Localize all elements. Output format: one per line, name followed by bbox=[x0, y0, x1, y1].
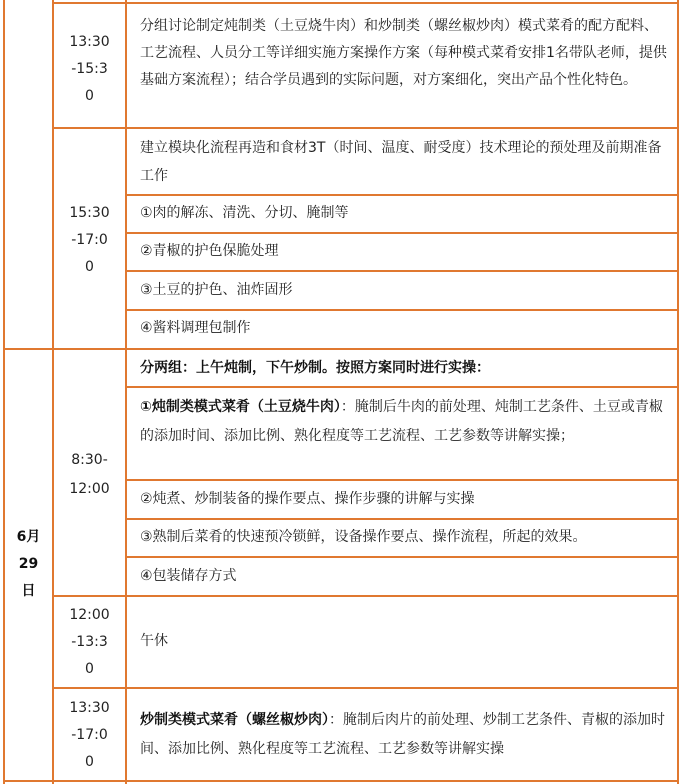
prep-item-1: ①肉的解冻、清洗、分切、腌制等 bbox=[140, 205, 349, 221]
content-cell bbox=[127, 238, 677, 264]
date-month: 6月 bbox=[16, 529, 41, 545]
sub-divider bbox=[125, 556, 679, 558]
lunch-break: 午休 bbox=[140, 633, 168, 649]
content-cell bbox=[127, 628, 677, 654]
stew-detail: ：腌制后牛肉的前处理、炖制工艺条件、土豆或青椒的添加时间、添加比例、熟化程度等工艺流程、工艺参数等讲解实操； bbox=[140, 399, 663, 444]
date-day: 29 bbox=[18, 556, 39, 572]
plan-text: 分组讨论制定炖制类（土豆烧牛肉）和炒制类（螺丝椒炒肉）模式菜肴的配方配料、工艺流程、人员分工等详细实施方案操作方案（每种模式菜肴安排1名带队老师，提供基础方案流程）；结合学员遇到的实际问题，对方案细化，突出产品个性化特色。 bbox=[140, 18, 667, 88]
content-cell bbox=[127, 200, 677, 226]
group-heading: 分两组：上午炖制，下午炒制。按照方案同时进行实操： bbox=[140, 360, 490, 376]
content-cell bbox=[127, 355, 677, 381]
chill-item: ③熟制后菜肴的快速预冷锁鲜，设备操作要点、操作流程，所起的效果。 bbox=[140, 529, 587, 545]
sub-divider bbox=[125, 232, 679, 234]
content-cell bbox=[127, 563, 677, 589]
content-cell bbox=[127, 277, 677, 303]
sub-divider bbox=[125, 194, 679, 196]
time-cell: 12:00 -13:3 0 bbox=[69, 607, 110, 677]
row-divider bbox=[3, 348, 679, 350]
sub-divider bbox=[125, 479, 679, 481]
sub-divider bbox=[125, 518, 679, 520]
prep-item-3: ③土豆的护色、油炸固形 bbox=[140, 282, 293, 298]
equipment-item: ②炖煮、炒制装备的操作要点、操作步骤的讲解与实操 bbox=[140, 491, 475, 507]
border-left bbox=[3, 0, 5, 784]
border-time-col bbox=[125, 0, 127, 784]
content-cell bbox=[127, 524, 677, 550]
stirfry-detail: ：腌制后肉片的前处理、炒制工艺条件、青椒的添加时间、添加比例、熟化程度等工艺流程、工艺参数等讲解实操 bbox=[140, 712, 665, 757]
row-divider bbox=[52, 127, 679, 129]
content-cell bbox=[127, 315, 677, 341]
sub-divider bbox=[125, 309, 679, 311]
sub-divider bbox=[125, 386, 679, 388]
packaging-item: ④包装储存方式 bbox=[140, 568, 237, 584]
sub-divider bbox=[125, 270, 679, 272]
date-suffix: 日 bbox=[21, 583, 36, 599]
date-cell bbox=[5, 524, 52, 605]
content-cell bbox=[127, 13, 677, 94]
content-cell bbox=[127, 134, 677, 190]
time-cell: 13:30 -17:0 0 bbox=[69, 700, 110, 770]
time-cell: 8:30- 12:00 bbox=[69, 452, 110, 497]
border-right bbox=[677, 0, 679, 784]
row-divider bbox=[52, 687, 679, 689]
row-divider bbox=[3, 780, 679, 782]
content-cell bbox=[127, 706, 677, 764]
content-cell bbox=[127, 393, 677, 451]
prep-item-2: ②青椒的护色保脆处理 bbox=[140, 243, 279, 259]
time-cell: 15:30 -17:0 0 bbox=[69, 205, 110, 275]
row-divider bbox=[52, 2, 679, 4]
content-cell bbox=[127, 486, 677, 512]
stew-title: ①炖制类模式菜肴（土豆烧牛肉） bbox=[140, 399, 341, 415]
row-divider bbox=[52, 595, 679, 597]
time-cell: 13:30 -15:3 0 bbox=[69, 34, 110, 104]
prep-intro: 建立模块化流程再造和食材3T（时间、温度、耐受度）技术理论的预处理及前期准备工作 bbox=[140, 140, 662, 184]
stirfry-title: 炒制类模式菜肴（螺丝椒炒肉） bbox=[140, 712, 329, 728]
prep-item-4: ④酱料调理包制作 bbox=[140, 320, 251, 336]
